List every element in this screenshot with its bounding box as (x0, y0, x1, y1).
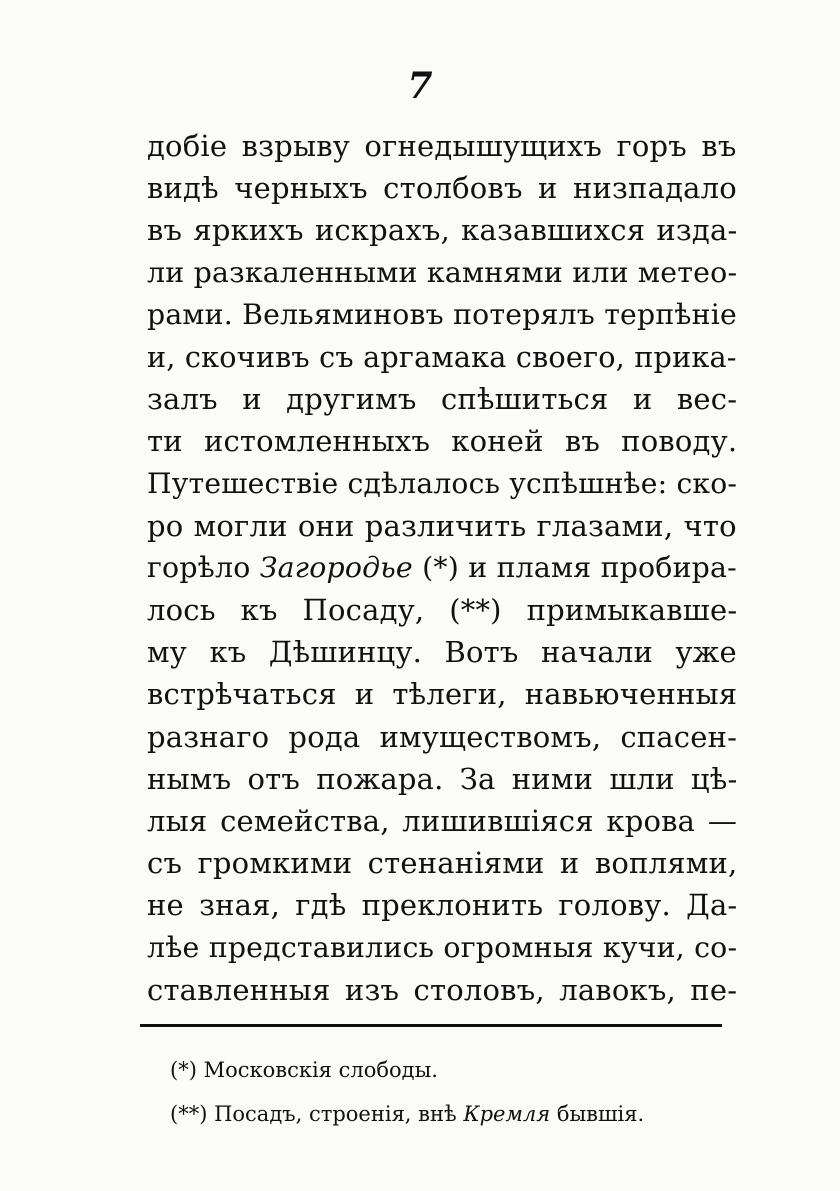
page-number: 7 (407, 65, 433, 107)
footnote-divider (140, 1024, 722, 1027)
text-segment: горѣло (147, 550, 260, 584)
text-line (147, 336, 737, 378)
text-line (147, 167, 737, 209)
text-segment: видѣ черныхъ столбовъ и низпадало (147, 171, 737, 206)
text-segment: (*) и пламя пробира- (412, 550, 737, 584)
text-line (147, 716, 737, 758)
body-text (147, 125, 737, 1011)
footnote-mark: (*) (170, 1058, 197, 1082)
text-segment: въ яркихъ искрахъ, казавшихся изда- (147, 213, 738, 248)
italic-term: Загородье (259, 550, 413, 584)
text-line (147, 673, 737, 715)
text-line (147, 589, 737, 631)
footnote (170, 1048, 730, 1092)
text-segment: Путешествіе сдѣлалось успѣшнѣе: ско- (147, 466, 738, 500)
text-segment: и, скочивъ съ аргамака своего, прика- (147, 339, 737, 374)
text-line (147, 631, 737, 673)
text-line (147, 252, 737, 294)
text-segment: ли разкаленными камнями или метео- (147, 255, 738, 289)
text-line (147, 294, 737, 336)
text-line (147, 547, 737, 589)
text-segment: залъ и другимъ спѣшиться и вес- (147, 382, 738, 417)
text-line (147, 969, 737, 1011)
text-segment: ти истомленныхъ коней въ поводу. (147, 424, 738, 459)
footnote-italic: Кремля (463, 1102, 551, 1126)
text-line (147, 463, 737, 505)
text-segment: разнаго рода имуществомъ, спасен- (147, 719, 738, 754)
text-line (147, 505, 737, 547)
footnote-text: Московскія слободы. (203, 1058, 438, 1082)
text-line (147, 800, 737, 842)
text-line (147, 420, 737, 462)
text-line (147, 842, 737, 884)
text-line (147, 927, 737, 969)
footnote (170, 1092, 730, 1136)
text-segment: съ громкими стенаніями и воплями, (147, 846, 738, 881)
text-segment: нымъ отъ пожара. За ними шли цѣ- (147, 761, 738, 796)
text-segment: лѣе представились огромныя кучи, со- (147, 930, 738, 964)
text-line (147, 209, 737, 251)
text-line (147, 884, 737, 926)
footnote-mark: (**) (170, 1102, 208, 1126)
text-segment: рами. Вельяминовъ потерялъ терпѣніе (147, 297, 737, 331)
footnote-tail: бывшія. (550, 1102, 645, 1126)
text-segment: встрѣчаться и тѣлеги, навьюченныя (147, 677, 738, 712)
text-line (147, 125, 737, 167)
text-line (147, 378, 737, 420)
text-segment: лыя семейства, лишившіяся крова — (147, 804, 738, 838)
text-segment: не зная, гдѣ преклонить голову. Да- (147, 888, 738, 923)
text-segment: ставленныя изъ столовъ, лавокъ, пе- (147, 972, 738, 1007)
text-segment: му къ Дѣшинцу. Вотъ начали уже (147, 635, 737, 670)
text-segment: добіе взрыву огнедышущихъ горъ въ (147, 129, 737, 163)
footnotes (170, 1048, 730, 1136)
text-segment: ро могли они различить глазами, что (147, 508, 737, 543)
footnote-text: Посадъ, строенія, внѣ (214, 1102, 464, 1126)
text-segment: лось къ Посаду, (**) примыкавше- (147, 593, 738, 628)
text-line (147, 758, 737, 800)
